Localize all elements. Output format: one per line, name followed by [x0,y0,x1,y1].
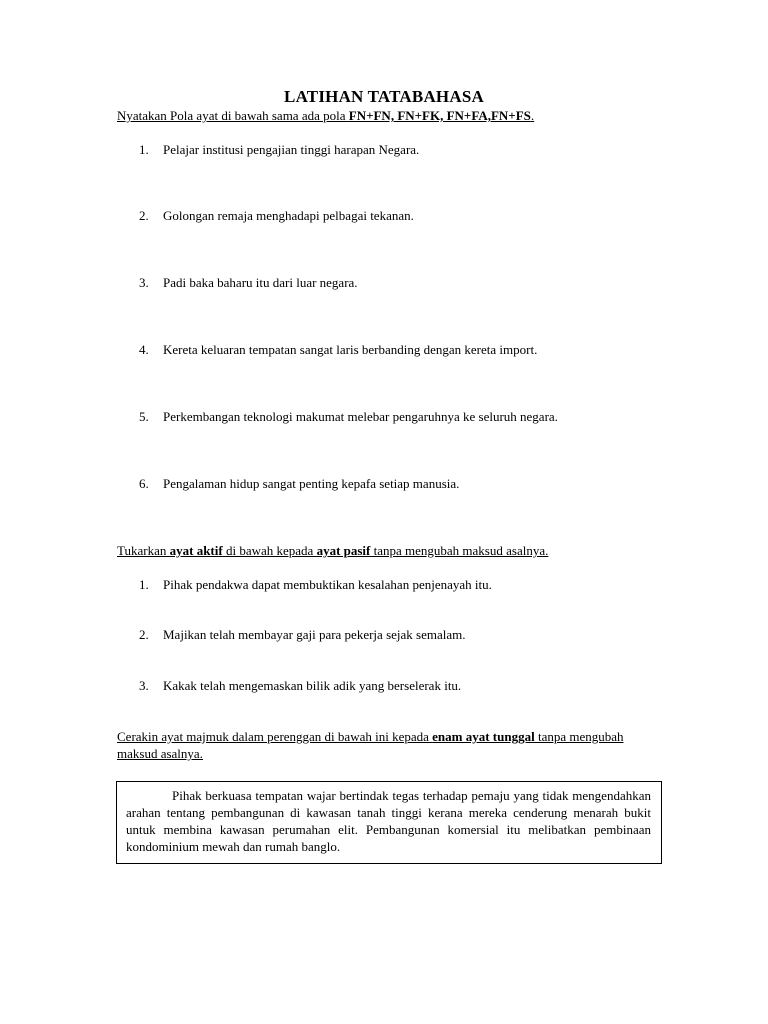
item-text: Majikan telah membayar gaji para pekerja sejak semalam. [163,627,466,642]
item-text: Kereta keluaran tempatan sangat laris berbanding dengan kereta import. [163,342,538,357]
passage-text: Pihak berkuasa tempatan wajar bertindak tegas terhadap pemaju yang tidak mengendahkan arahan tentang pembangunan di kawasan tanah tinggi kerana mereka cenderung menarah bukit untuk membina kawasan perumahan elit. Pembangunan komersial itu melibatkan pembinaan kondominium mewah dan rumah banglo. [126,788,651,854]
item-text: Pihak pendakwa dapat membuktikan kesalahan penjenayah itu. [163,577,492,592]
item-number: 3. [139,275,149,290]
instruction-split-sentences [117,728,662,762]
page-title: LATIHAN TATABAHASA [284,87,484,106]
list-item [139,476,459,492]
list-item [139,577,492,593]
item-text: Padi baka baharu itu dari luar negara. [163,275,358,290]
instruction-text: di bawah kepada [222,543,317,558]
instruction-patterns: FN+FN, FN+FK, FN+FA,FN+FS [348,108,531,123]
list-item [139,627,465,643]
item-number: 1. [139,142,149,157]
item-number: 3. [139,678,149,693]
instruction-text: tanpa mengubah maksud asalnya. [117,729,624,761]
instruction-keyword: ayat aktif [169,543,223,558]
item-number: 6. [139,476,149,491]
item-text: Pengalaman hidup sangat penting kepafa setiap manusia. [163,476,460,491]
instruction-text: Cerakin ayat majmuk dalam perenggan di bawah ini kepada [117,729,433,744]
list-item [139,275,358,291]
item-number: 1. [139,577,149,592]
item-text: Golongan remaja menghadapi pelbagai tekanan. [163,208,414,223]
instruction-keyword: ayat pasif [316,543,371,558]
instruction-end: . [530,108,535,123]
item-number: 4. [139,342,149,357]
instruction-text: Nyatakan Pola ayat di bawah sama ada pola [117,108,349,123]
list-item [139,142,419,158]
list-item [139,678,461,694]
list-item [139,342,537,358]
item-text: Perkembangan teknologi makumat melebar pengaruhnya ke seluruh negara. [163,409,558,424]
item-number: 2. [139,627,149,642]
list-item [139,208,414,224]
instruction-keyword: enam ayat tunggal [432,729,535,744]
list-item [139,409,558,425]
instruction-sentence-patterns [117,108,662,124]
instruction-text: tanpa mengubah maksud asalnya. [370,543,549,558]
passage-box [116,781,662,864]
instruction-text: Tukarkan [117,543,170,558]
item-text: Kakak telah mengemaskan bilik adik yang berselerak itu. [163,678,462,693]
item-number: 2. [139,208,149,223]
item-number: 5. [139,409,149,424]
instruction-active-passive [117,543,662,559]
item-text: Pelajar institusi pengajian tinggi harapan Negara. [163,142,420,157]
